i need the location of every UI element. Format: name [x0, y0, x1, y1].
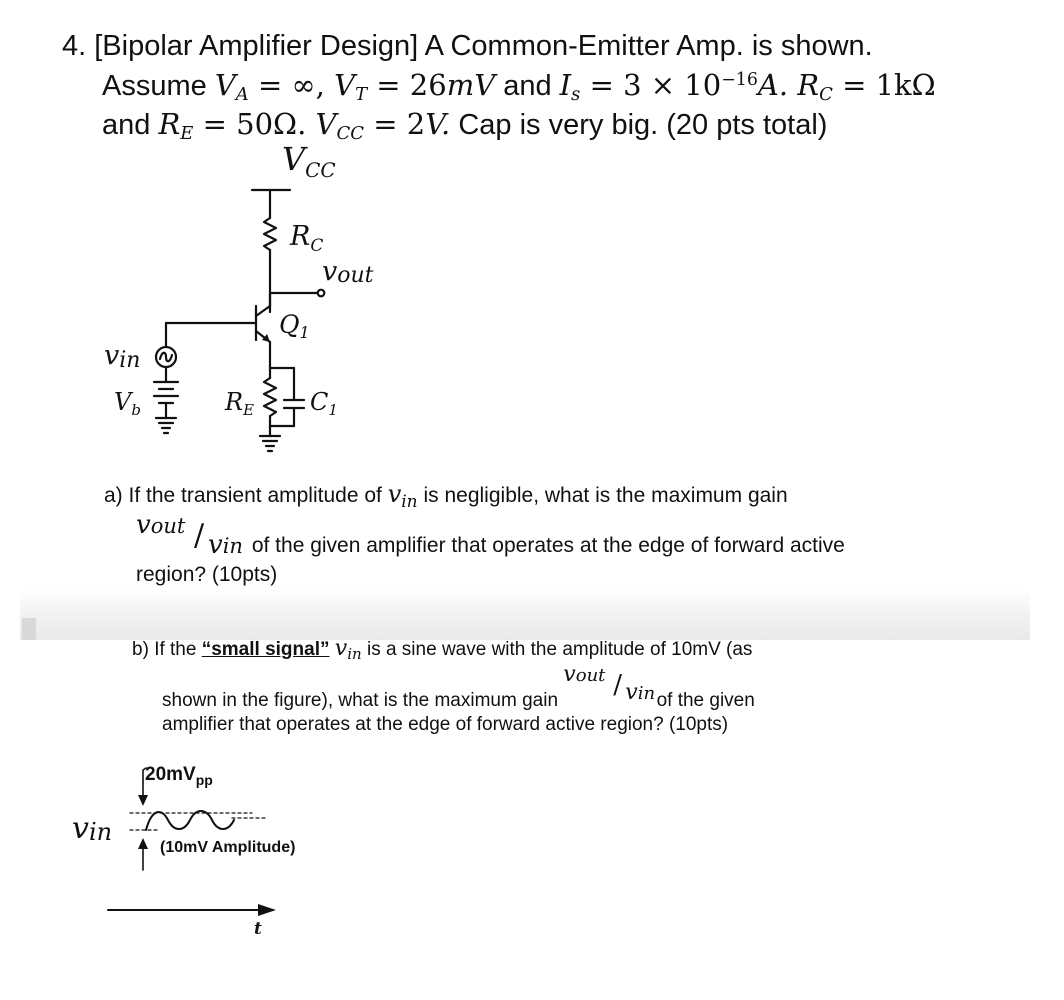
vb-label: $V_b$	[114, 388, 141, 419]
part-a-line-2: vout / vin of the given amplifier that operates at the edge of forward active	[136, 524, 845, 564]
part-a-gain-fraction: vout / vin	[136, 510, 243, 560]
waveform-vin-label: vin	[72, 811, 113, 846]
rc-label: $R_C$	[290, 221, 324, 256]
sine-wave	[146, 811, 234, 830]
part-a-label: a)	[104, 484, 123, 507]
problem-heading: [Bipolar Amplifier Design] A Common-Emitter Amp. is shown.	[94, 30, 873, 62]
re-label: $R_E$	[225, 388, 255, 419]
vin-label: vin	[104, 340, 141, 373]
part-a-line-1: a) If the transient amplitude of $v_{in}$ is negligible, what is the maximum gain	[104, 480, 788, 512]
problem-given-line-2: and RE = 50Ω. VCC = 2V. Cap is very big. (20 pts total)	[102, 107, 828, 145]
part-b-label: b)	[132, 639, 149, 660]
part-b-line-1: b) If the “small signal” $v_{in}$ is a sine wave with the amplitude of 10mV (as	[132, 636, 753, 664]
small-signal-emphasis: “small signal”	[201, 639, 330, 660]
pp-up-arrow	[138, 838, 148, 849]
amplitude-label: (10mV Amplitude)	[160, 839, 296, 856]
part-a-line-3: region? (10pts)	[136, 563, 278, 586]
part-b-line-3: amplifier that operates at the edge of forward active region? (10pts)	[162, 714, 729, 735]
vcc-label: $V_{CC}$	[282, 140, 336, 182]
part-b-line-2: shown in the figure), what is the maximum gain vout / vin of the given	[162, 678, 755, 718]
time-label: t	[254, 919, 262, 939]
q1-label: $Q_1$	[279, 310, 310, 342]
vout-label: vout	[322, 256, 374, 288]
part-b-gain-fraction: vout / vin	[563, 662, 656, 705]
problem-number: 4.	[62, 30, 87, 62]
pp-down-arrow	[138, 795, 148, 806]
problem-given-line-1: Assume VA = ∞, VT = 26mV and $Is = 3 \times 10^{-16}A$. RC = 1kΩ	[102, 68, 936, 106]
time-axis-arrow	[258, 904, 276, 916]
c1-label: $C_1$	[310, 388, 338, 419]
pp-label: $20mV_{pp}$	[145, 764, 213, 788]
